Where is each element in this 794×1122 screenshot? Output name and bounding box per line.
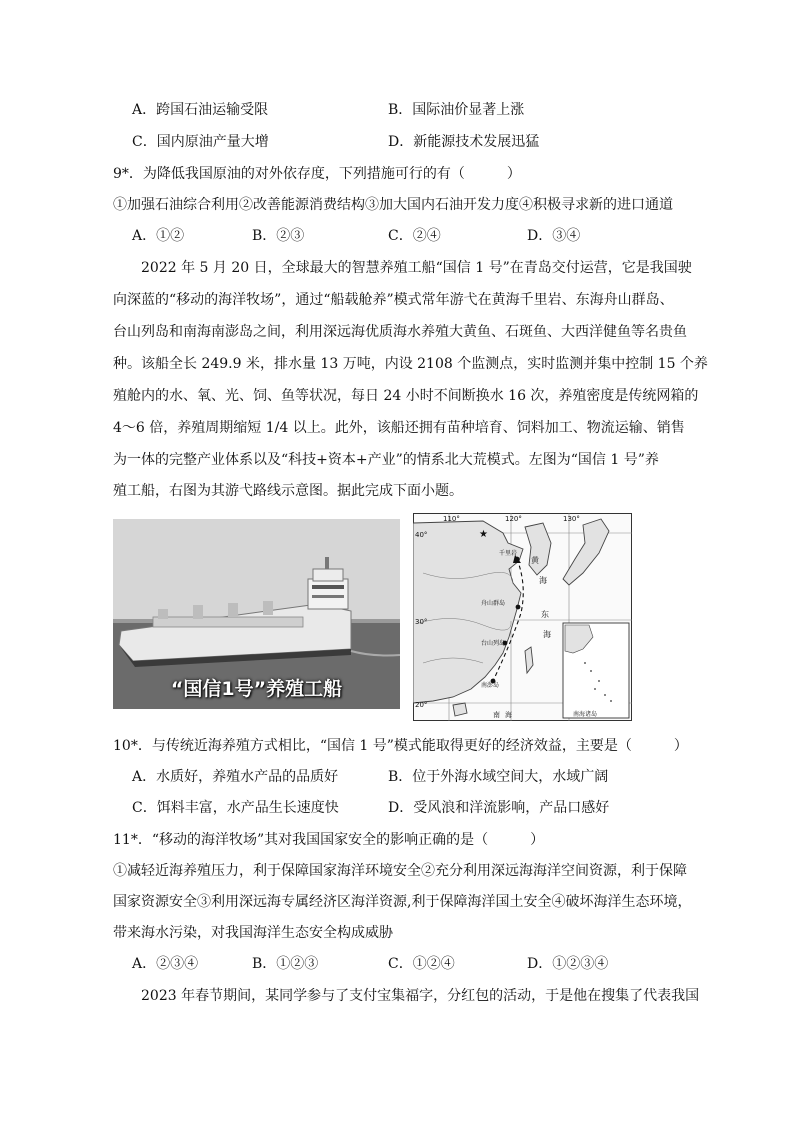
place-label: 南	[493, 711, 500, 719]
place-label: 海	[543, 630, 551, 639]
q8-option-a: A．跨国石油运输受限	[132, 102, 269, 118]
inset-label: 南海诸岛	[573, 711, 598, 718]
passage-line: 殖舱内的水、氧、光、饲、鱼等状况，每日 24 小时不间断换水 16 次，养殖密度是传统网箱的	[113, 388, 699, 404]
passage-line: 2022 年 5 月 20 日，全球最大的智慧养殖工船“国信 1 号”在青岛交付运营，它是我国驶	[141, 260, 692, 276]
lat-label: 20°	[415, 701, 428, 709]
q10-stem: 10*．与传统近海养殖方式相比，“国信 1 号”模式能取得更好的经济效益，主要是（ ）	[113, 738, 688, 754]
q11-statement: 国家资源安全③利用深远海专属经济区海洋资源,利于保障海洋国土安全④破坏海洋生态环境，	[113, 894, 692, 910]
q9-option-b: B．②③	[252, 228, 305, 244]
q10-option-a: A．水质好，养殖水产品的品质好	[132, 769, 339, 785]
q9-option-d: D．③④	[527, 228, 581, 244]
passage-line: 向深蓝的“移动的海洋牧场”，通过“船载舱养”模式常年游弋在黄海千里岩、东海舟山群岛、	[113, 292, 674, 308]
q10-option-b: B．位于外海水域空间大，水域广阔	[388, 769, 609, 785]
q11-option-a: A．②③④	[132, 956, 199, 972]
lon-label: 120°	[505, 515, 522, 523]
place-label: 舟山群岛	[481, 600, 506, 607]
place-label: 千里岩	[499, 550, 518, 557]
q11-statement: ①减轻近海养殖压力，利于保障国家海洋环境安全②充分利用深远海海洋空间资源，利于保障	[113, 863, 687, 879]
ship-photo	[113, 519, 400, 709]
next-passage: 2023 年春节期间，某同学参与了支付宝集福字，分红包的活动，于是他在搜集了代表我国	[141, 988, 700, 1004]
stop-qianliyan	[515, 557, 520, 562]
q10-option-c: C．饵料丰富，水产品生长速度快	[132, 800, 339, 816]
stop-zhoushan	[516, 605, 521, 610]
capital-star-icon: ★	[479, 529, 488, 540]
q8-option-d: D．新能源技术发展迅猛	[388, 134, 540, 150]
q10-option-d: D．受风浪和洋流影响，产品口感好	[388, 800, 610, 816]
passage-line: 4～6 倍，养殖周期缩短 1/4 以上。此外，该船还拥有苗种培育、饲料加工、物流运输、销售	[113, 420, 685, 436]
place-label: 南澎岛	[481, 682, 500, 689]
lat-label: 40°	[415, 531, 428, 539]
passage-line: 种。该船全长 249.9 米，排水量 13 万吨，内设 2108 个监测点，实时监测并集中控制 15 个养	[113, 356, 708, 372]
lat-label: 30°	[415, 618, 428, 626]
passage-line: 殖工船，右图为其游弋路线示意图。据此完成下面小题。	[113, 483, 463, 499]
place-label: 东	[541, 610, 549, 619]
route-map	[413, 513, 632, 721]
place-label: 黄	[531, 556, 539, 565]
q11-stem: 11*．“移动的海洋牧场”其对我国国家安全的影响正确的是（ ）	[113, 832, 545, 848]
q8-option-b: B．国际油价显著上涨	[388, 102, 525, 118]
lon-label: 130°	[563, 515, 580, 523]
q11-option-b: B．①②③	[252, 956, 319, 972]
passage-line: 台山列岛和南海南澎岛之间，利用深远海优质海水养殖大黄鱼、石斑鱼、大西洋健鱼等名贵鱼	[113, 324, 687, 340]
q9-option-a: A．①②	[132, 228, 185, 244]
q8-option-c: C．国内原油产量大增	[132, 134, 269, 150]
q9-option-c: C．②④	[388, 228, 441, 244]
place-label: 台山列岛	[481, 640, 506, 647]
q9-items: ①加强石油综合利用②改善能源消费结构③加大国内石油开发力度④积极寻求新的进口通道	[113, 197, 673, 213]
q9-stem: 9*．为降低我国原油的对外依存度，下列措施可行的有（ ）	[113, 166, 521, 182]
passage-line: 为一体的完整产业体系以及“科技+资本+产业”的情系北大荒模式。左图为“国信 1 号”养	[113, 452, 659, 468]
q11-option-d: D．①②③④	[527, 956, 609, 972]
place-label: 海	[505, 711, 512, 719]
q11-option-c: C．①②④	[388, 956, 455, 972]
q11-statement: 带来海水污染，对我国海洋生态安全构成威胁	[113, 925, 393, 941]
photo-caption: “国信1号”养殖工船	[170, 678, 343, 700]
lon-label: 110°	[443, 515, 460, 523]
place-label: 海	[539, 576, 547, 585]
